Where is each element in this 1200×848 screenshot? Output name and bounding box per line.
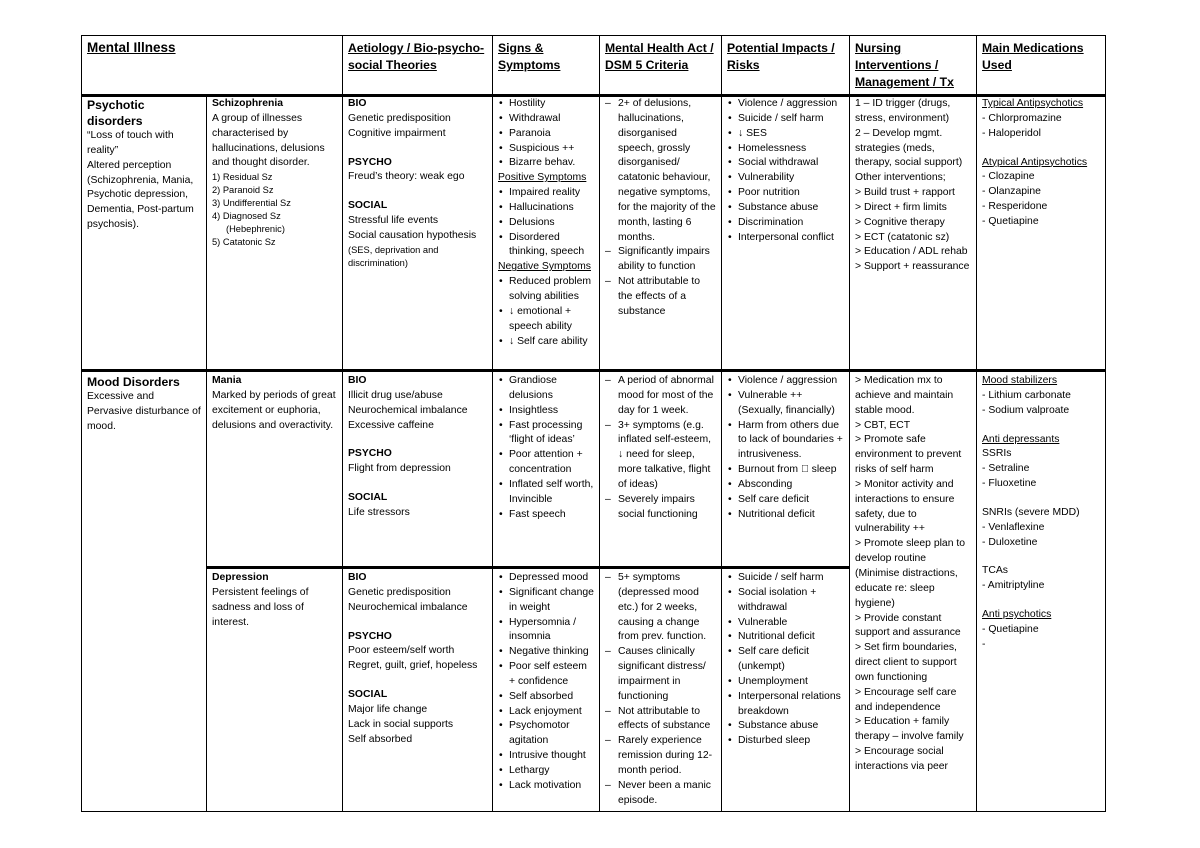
nursing-item: > Education / ADL rehab	[855, 246, 968, 258]
nursing-item: > Cognitive therapy	[855, 216, 945, 228]
impacts-cell	[722, 568, 850, 812]
subtype-item: 5) Catatonic Sz	[212, 237, 276, 248]
nursing-item: 1 – ID trigger (drugs, stress, environment)	[855, 98, 951, 124]
criteria-cell	[600, 96, 722, 371]
category-desc: Excessive and Pervasive disturbance of mood.	[87, 391, 201, 432]
list-item: • Hypersomnia / insomnia	[498, 616, 594, 646]
list-item: – Never been a manic episode.	[605, 779, 716, 809]
aetiology-item: Neurochemical imbalance	[348, 601, 468, 613]
list-item: – Significantly impairs ability to function	[605, 245, 716, 275]
list-item: • Harm from others due to lack of boundaries + intrusiveness.	[727, 419, 844, 464]
list-item: • Suspicious ++	[498, 142, 594, 157]
header-impacts: Potential Impacts / Risks	[722, 36, 850, 96]
subtype-desc: A group of illnesses characterised by hallucinations, delusions and thought disorder.	[212, 112, 325, 169]
positive-symptoms-label: Positive Symptoms	[498, 172, 587, 184]
list-item: • Bizarre behav.	[498, 156, 594, 171]
aetiology-item: Lack in social supports	[348, 718, 454, 730]
signs-list	[498, 374, 594, 522]
med-item: - Fluoxetine	[982, 478, 1037, 490]
signs-cell	[493, 96, 600, 371]
list-item: • Violence / aggression	[727, 97, 844, 112]
category-title: Mood Disorders	[87, 375, 180, 389]
psycho-label: PSYCHO	[348, 156, 392, 168]
list-item: • Negative thinking	[498, 645, 594, 660]
list-item: • Vulnerable	[727, 616, 844, 631]
list-item: • Social withdrawal	[727, 156, 844, 171]
mental-illness-table	[81, 35, 1106, 812]
list-item: • Nutritional deficit	[727, 630, 844, 645]
med-item: - Clozapine	[982, 171, 1035, 183]
nursing-cell	[850, 371, 977, 812]
list-item: – 3+ symptoms (e.g. inflated self-esteem, ↓ need for sleep, more talkative, flight of ideas)	[605, 419, 716, 493]
med-group-label: Anti depressants	[982, 433, 1060, 445]
list-item: • Social isolation + withdrawal	[727, 586, 844, 616]
med-subgroup-label: SSRIs	[982, 448, 1012, 460]
med-subgroup-label: SNRIs (severe MDD)	[982, 506, 1080, 518]
list-item: – Rarely experience remission during 12-month period.	[605, 734, 716, 779]
subtype-item: 4) Diagnosed Sz	[212, 211, 281, 222]
aetiology-item: Illicit drug use/abuse	[348, 389, 443, 401]
med-item: - Chlorpromazine	[982, 112, 1062, 124]
category-desc: “Loss of touch with reality”	[87, 130, 174, 156]
nursing-item: > Promote sleep plan to develop routine (Minimise distractions, educate re: sleep hygiene)	[855, 538, 966, 609]
mania-row	[82, 371, 1106, 568]
nursing-item: > Education + family therapy – involve family	[855, 716, 964, 743]
aetiology-item: Flight from depression	[348, 463, 451, 475]
med-item: - Sodium valproate	[982, 404, 1070, 416]
social-label: SOCIAL	[348, 200, 388, 212]
list-item: • Inflated self worth, Invincible	[498, 478, 594, 508]
impacts-list	[727, 571, 844, 749]
aetiology-item: Neurochemical imbalance	[348, 404, 468, 416]
aetiology-item: Poor esteem/self worth	[348, 645, 455, 657]
nursing-item: > ECT (catatonic sz)	[855, 231, 950, 243]
list-item: • Delusions	[498, 216, 594, 231]
list-item: – Severely impairs social functioning	[605, 493, 716, 523]
med-item: - Venlaflexine	[982, 521, 1045, 533]
nursing-item: > CBT, ECT	[855, 419, 911, 431]
med-item: - Quetiapine	[982, 623, 1039, 635]
list-item: • Homelessness	[727, 142, 844, 157]
impacts-cell	[722, 96, 850, 371]
med-subgroup-label: TCAs	[982, 565, 1008, 577]
social-label: SOCIAL	[348, 689, 388, 701]
negative-symptoms-label: Negative Symptoms	[498, 261, 591, 273]
positive-list	[498, 186, 594, 260]
nursing-item: > Monitor activity and interactions to ensure safety, due to vulnerability ++	[855, 478, 955, 535]
list-item: • Intrusive thought	[498, 749, 594, 764]
list-item: • Reduced problem solving abilities	[498, 275, 594, 305]
med-item: - Olanzapine	[982, 186, 1041, 198]
aetiology-item: Major life change	[348, 703, 428, 715]
bio-label: BIO	[348, 572, 367, 583]
list-item: • ↓ SES	[727, 127, 844, 142]
signs-list	[498, 571, 594, 794]
nursing-item: > Build trust + rapport	[855, 187, 955, 199]
header-nursing: Nursing Interventions / Management / Tx	[850, 36, 977, 96]
category-desc: (Schizophrenia, Mania, Psychotic depression, Dementia, Post-partum psychosis).	[87, 174, 194, 231]
list-item: • ↓ Self care ability	[498, 335, 594, 350]
list-item: • Burnout from ⃠ sleep	[727, 463, 844, 478]
list-item: • Significant change in weight	[498, 586, 594, 616]
list-item: • Lethargy	[498, 764, 594, 779]
impacts-list	[727, 374, 844, 522]
psycho-label: PSYCHO	[348, 448, 392, 460]
subtype-title: Depression	[212, 572, 269, 583]
criteria-list	[605, 97, 716, 320]
list-item: • Fast processing ‘flight of ideas’	[498, 419, 594, 449]
impacts-list	[727, 97, 844, 245]
list-item: • Impaired reality	[498, 186, 594, 201]
subtype-desc: Marked by periods of great excitement or euphoria, delusions and overactivity.	[212, 389, 336, 431]
aetiology-item: Self absorbed	[348, 733, 413, 745]
list-item: • Poor nutrition	[727, 186, 844, 201]
signs-list	[498, 97, 594, 171]
list-item: • Self care deficit	[727, 493, 844, 508]
criteria-cell	[600, 568, 722, 812]
list-item: • Self absorbed	[498, 690, 594, 705]
aetiology-item: Genetic predisposition	[348, 586, 451, 598]
signs-cell	[493, 371, 600, 568]
list-item: • Hallucinations	[498, 201, 594, 216]
aetiology-item: Life stressors	[348, 506, 410, 518]
psychotic-row	[82, 96, 1106, 371]
list-item: • Self care deficit (unkempt)	[727, 645, 844, 675]
subtype-title: Schizophrenia	[212, 98, 284, 109]
nursing-item: Other interventions;	[855, 172, 946, 184]
med-item: - Resperidone	[982, 201, 1048, 213]
psycho-label: PSYCHO	[348, 630, 392, 642]
mania-cell	[207, 371, 343, 568]
aetiology-item: Genetic predisposition	[348, 112, 451, 124]
nursing-item: > Encourage social interactions via peer	[855, 746, 948, 772]
subtype-item: 3) Undifferential Sz	[212, 198, 291, 209]
criteria-list	[605, 571, 716, 809]
list-item: • Substance abuse	[727, 719, 844, 734]
aetiology-item: Social causation hypothesis	[348, 229, 477, 241]
criteria-cell	[600, 371, 722, 568]
list-item: • Paranoia	[498, 127, 594, 142]
header-medications: Main Medications Used	[977, 36, 1106, 96]
aetiology-cell	[343, 96, 493, 371]
list-item: – Causes clinically significant distress/ impairment in functioning	[605, 645, 716, 704]
aetiology-cell	[343, 568, 493, 812]
medications-cell	[977, 371, 1106, 812]
med-item: - Duloxetine	[982, 536, 1038, 548]
header-mha: Mental Health Act / DSM 5 Criteria	[600, 36, 722, 96]
med-item: - Quetiapine	[982, 215, 1039, 227]
list-item: • ↓ emotional + speech ability	[498, 305, 594, 335]
header-signs: Signs & Symptoms	[493, 36, 600, 96]
list-item: • Withdrawal	[498, 112, 594, 127]
nursing-cell	[850, 96, 977, 371]
medications-cell	[977, 96, 1106, 371]
criteria-list	[605, 374, 716, 522]
list-item: • Interpersonal conflict	[727, 231, 844, 246]
subtype-item: (Hebephrenic)	[226, 224, 285, 235]
list-item: • Poor attention + concentration	[498, 448, 594, 478]
nursing-item: > Support + reassurance	[855, 261, 970, 273]
list-item: • Substance abuse	[727, 201, 844, 216]
list-item: • Suicide / self harm	[727, 571, 844, 586]
header-aetiology: Aetiology / Bio-psycho-social Theories	[343, 36, 493, 96]
list-item: • Fast speech	[498, 508, 594, 523]
list-item: • Vulnerability	[727, 171, 844, 186]
med-group-label: Mood stabilizers	[982, 375, 1058, 386]
negative-list	[498, 275, 594, 349]
aetiology-item: Stressful life events	[348, 215, 439, 227]
subtype-title: Mania	[212, 375, 242, 386]
list-item: • Disordered thinking, speech	[498, 231, 594, 261]
aetiology-item: Cognitive impairment	[348, 127, 446, 139]
impacts-cell	[722, 371, 850, 568]
nursing-item: > Medication mx to achieve and maintain stable mood.	[855, 375, 954, 416]
list-item: • Insightless	[498, 404, 594, 419]
aetiology-item: Regret, guilt, grief, hopeless	[348, 660, 478, 672]
list-item: – Not attributable to effects of substance	[605, 705, 716, 735]
psychotic-category-cell	[82, 96, 207, 371]
med-item: - Setraline	[982, 463, 1030, 475]
list-item: • Lack motivation	[498, 779, 594, 794]
list-item: – A period of abnormal mood for most of the day for 1 week.	[605, 374, 716, 419]
mood-category-cell	[82, 371, 207, 812]
list-item: • Interpersonal relations breakdown	[727, 690, 844, 720]
list-item: • Disturbed sleep	[727, 734, 844, 749]
social-label: SOCIAL	[348, 492, 388, 504]
list-item: • Suicide / self harm	[727, 112, 844, 127]
list-item: • Grandiose delusions	[498, 374, 594, 404]
med-group-label: Typical Antipsychotics	[982, 98, 1084, 109]
nursing-item: > Set firm boundaries, direct client to support own functioning	[855, 642, 957, 683]
subtype-item: 1) Residual Sz	[212, 172, 273, 183]
list-item: • Lack enjoyment	[498, 705, 594, 720]
aetiology-cell	[343, 371, 493, 568]
category-desc: Altered perception	[87, 159, 172, 171]
list-item: • Poor self esteem + confidence	[498, 660, 594, 690]
nursing-item: > Promote safe environment to prevent risks of self harm	[855, 434, 962, 476]
list-item: – 5+ symptoms (depressed mood etc.) for 2 weeks, causing a change from prev. function.	[605, 571, 716, 645]
list-item: • Violence / aggression	[727, 374, 844, 389]
aetiology-item: Freud’s theory: weak ego	[348, 171, 465, 183]
med-item: - Haloperidol	[982, 127, 1041, 139]
bio-label: BIO	[348, 98, 367, 109]
list-item: • Unemployment	[727, 675, 844, 690]
list-item: – Not attributable to the effects of a substance	[605, 275, 716, 320]
header-row	[82, 36, 1106, 96]
list-item: • Hostility	[498, 97, 594, 112]
subtype-desc: Persistent feelings of sadness and loss of interest.	[212, 586, 309, 628]
nursing-item: > Direct + firm limits	[855, 201, 947, 213]
depression-cell	[207, 568, 343, 812]
list-item: • Nutritional deficit	[727, 508, 844, 523]
list-item: • Depressed mood	[498, 571, 594, 586]
nursing-item: > Provide constant support and assurance	[855, 612, 961, 639]
med-item: - Lithium carbonate	[982, 389, 1071, 401]
list-item: • Discrimination	[727, 216, 844, 231]
med-item: - Amitriptyline	[982, 580, 1045, 592]
schizophrenia-cell	[207, 96, 343, 371]
signs-cell	[493, 568, 600, 812]
subtype-item: 2) Paranoid Sz	[212, 185, 274, 196]
list-item: – 2+ of delusions, hallucinations, disorganised speech, grossly disorganised/ catatonic behaviour, negative symptoms, for the majority of the month, lasting 6 months.	[605, 97, 716, 245]
list-item: • Vulnerable ++ (Sexually, financially)	[727, 389, 844, 419]
aetiology-note: (SES, deprivation and discrimination)	[348, 244, 439, 268]
med-item: -	[982, 638, 986, 650]
med-group-label: Anti psychotics	[982, 609, 1052, 621]
list-item: • Absconding	[727, 478, 844, 493]
list-item: • Psychomotor agitation	[498, 719, 594, 749]
med-group-label: Atypical Antipsychotics	[982, 156, 1088, 168]
bio-label: BIO	[348, 375, 367, 386]
aetiology-item: Excessive caffeine	[348, 419, 434, 431]
header-mental-illness: Mental Illness	[82, 36, 343, 96]
nursing-item: 2 – Develop mgmt. strategies (meds, therapy, social support)	[855, 127, 963, 169]
category-title: Psychotic disorders	[87, 98, 145, 128]
nursing-item: > Encourage self care and independence	[855, 686, 957, 713]
